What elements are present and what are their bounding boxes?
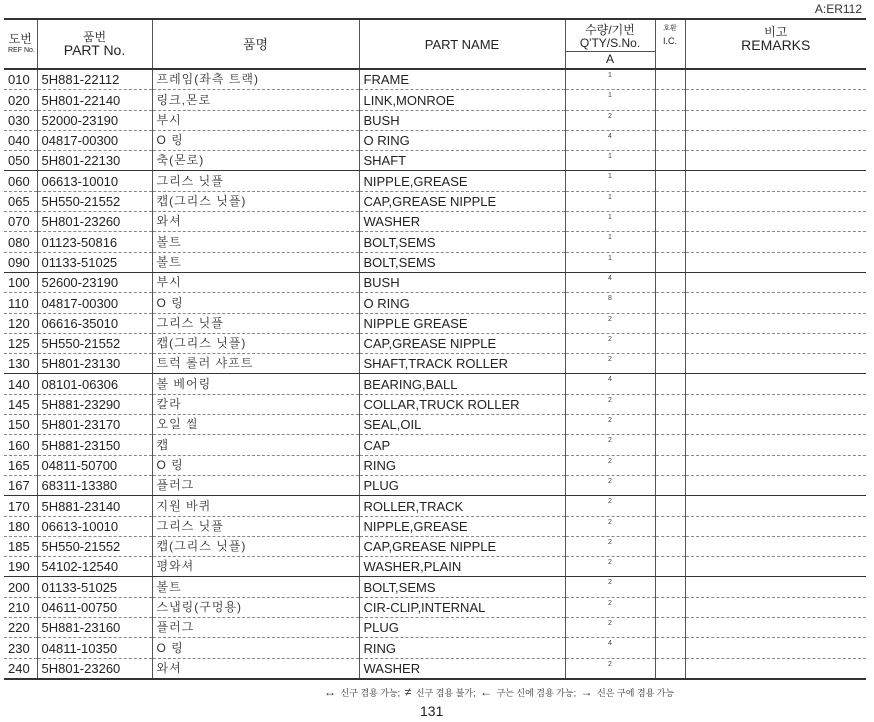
part-no-cell: 5H881-23290 — [37, 394, 152, 414]
ic-cell — [655, 638, 685, 658]
table-row — [4, 577, 866, 597]
remarks-cell — [685, 374, 866, 394]
ic-cell — [655, 374, 685, 394]
table-row — [4, 90, 866, 110]
ic-cell — [655, 557, 685, 577]
table-row — [4, 191, 866, 211]
ic-cell — [655, 130, 685, 150]
table-row — [4, 110, 866, 130]
part-no-cell: 5H881-23160 — [37, 618, 152, 638]
qty-cell: 2 — [565, 536, 655, 556]
ic-cell — [655, 618, 685, 638]
remarks-cell — [685, 313, 866, 333]
part-no-cell: 54102-12540 — [37, 557, 152, 577]
korean-name-cell: 프레임(좌측 트랙) — [152, 69, 359, 90]
ic-cell — [655, 658, 685, 679]
qty-cell: 8 — [565, 293, 655, 313]
table-row — [4, 638, 866, 658]
ic-cell — [655, 354, 685, 374]
qty-cell: 2 — [565, 577, 655, 597]
remarks-cell — [685, 191, 866, 211]
remarks-cell — [685, 232, 866, 252]
ref-cell: 140 — [4, 374, 37, 394]
ref-cell: 020 — [4, 90, 37, 110]
table-row — [4, 557, 866, 577]
qty-cell: 2 — [565, 618, 655, 638]
ref-cell: 190 — [4, 557, 37, 577]
qty-cell: 2 — [565, 658, 655, 679]
part-no-cell: 5H881-23140 — [37, 496, 152, 516]
part-name-cell: FRAME — [359, 69, 565, 90]
qty-cell: 2 — [565, 435, 655, 455]
part-no-cell: 5H801-22140 — [37, 90, 152, 110]
qty-cell: 1 — [565, 212, 655, 232]
table-row — [4, 455, 866, 475]
ref-cell: 120 — [4, 313, 37, 333]
part-no-cell: 04817-00300 — [37, 293, 152, 313]
qty-cell: 4 — [565, 130, 655, 150]
part-name-cell: BOLT,SEMS — [359, 252, 565, 272]
part-no-cell: 5H801-23260 — [37, 212, 152, 232]
part-name-cell: BUSH — [359, 110, 565, 130]
remarks-cell — [685, 577, 866, 597]
part-name-cell: WASHER — [359, 658, 565, 679]
korean-name-cell: O 링 — [152, 455, 359, 475]
part-name-cell: CAP,GREASE NIPPLE — [359, 536, 565, 556]
part-name-cell: O RING — [359, 130, 565, 150]
part-name-cell: WASHER,PLAIN — [359, 557, 565, 577]
parts-table — [4, 18, 866, 680]
ic-cell — [655, 577, 685, 597]
table-row — [4, 69, 866, 90]
part-name-cell: NIPPLE,GREASE — [359, 171, 565, 191]
ic-cell — [655, 151, 685, 171]
part-no-header: 품번 PART No. — [37, 19, 152, 69]
ref-cell: 130 — [4, 354, 37, 374]
qty-cell: 4 — [565, 374, 655, 394]
ref-cell: 125 — [4, 333, 37, 353]
part-name-cell: BOLT,SEMS — [359, 232, 565, 252]
part-name-cell: NIPPLE,GREASE — [359, 516, 565, 536]
qty-cell: 2 — [565, 516, 655, 536]
ref-cell: 070 — [4, 212, 37, 232]
table-row — [4, 475, 866, 495]
korean-name-cell: 볼 베어링 — [152, 374, 359, 394]
qty-cell: 2 — [565, 597, 655, 617]
compatibility-legend — [322, 685, 674, 699]
ic-cell — [655, 212, 685, 232]
ref-cell: 167 — [4, 475, 37, 495]
part-name-header: PART NAME — [359, 19, 565, 69]
ic-cell — [655, 171, 685, 191]
korean-name-cell: 축(몬로) — [152, 151, 359, 171]
remarks-cell — [685, 151, 866, 171]
qty-cell: 2 — [565, 313, 655, 333]
part-name-cell: CAP — [359, 435, 565, 455]
ref-cell: 220 — [4, 618, 37, 638]
part-no-cell: 04811-10350 — [37, 638, 152, 658]
remarks-cell — [685, 516, 866, 536]
table-row — [4, 516, 866, 536]
ref-cell: 050 — [4, 151, 37, 171]
ref-cell: 090 — [4, 252, 37, 272]
part-name-cell: PLUG — [359, 618, 565, 638]
remarks-cell — [685, 354, 866, 374]
right-arrow-icon: → — [580, 685, 593, 699]
korean-name-cell: O 링 — [152, 130, 359, 150]
ref-cell: 030 — [4, 110, 37, 130]
remarks-cell — [685, 110, 866, 130]
qty-cell: 1 — [565, 252, 655, 272]
korean-name-cell: 그리스 닛플 — [152, 313, 359, 333]
ic-cell — [655, 252, 685, 272]
korean-name-cell: 그리스 닛플 — [152, 171, 359, 191]
part-name-cell: NIPPLE GREASE — [359, 313, 565, 333]
ic-cell — [655, 191, 685, 211]
ic-header: 호환 I.C. — [655, 19, 685, 69]
ic-cell — [655, 597, 685, 617]
table-header — [4, 19, 866, 69]
ref-cell: 060 — [4, 171, 37, 191]
table-row — [4, 597, 866, 617]
korean-name-cell: 부시 — [152, 110, 359, 130]
part-name-cell: SHAFT,TRACK ROLLER — [359, 354, 565, 374]
ic-cell — [655, 232, 685, 252]
remarks-cell — [685, 90, 866, 110]
table-row — [4, 171, 866, 191]
table-row — [4, 252, 866, 272]
korean-name-cell: 캡 — [152, 435, 359, 455]
korean-name-cell: 플러그 — [152, 475, 359, 495]
ic-cell — [655, 455, 685, 475]
ref-cell: 240 — [4, 658, 37, 679]
part-no-cell: 5H881-22112 — [37, 69, 152, 90]
ref-cell: 110 — [4, 293, 37, 313]
ic-cell — [655, 293, 685, 313]
part-name-cell: LINK,MONROE — [359, 90, 565, 110]
remarks-cell — [685, 293, 866, 313]
remarks-cell — [685, 638, 866, 658]
qty-cell: 2 — [565, 394, 655, 414]
table-row — [4, 618, 866, 638]
ic-cell — [655, 435, 685, 455]
korean-name-cell: 오일 씰 — [152, 415, 359, 435]
table-row — [4, 212, 866, 232]
part-no-cell: 01123-50816 — [37, 232, 152, 252]
part-no-cell: 04817-00300 — [37, 130, 152, 150]
legend-text: 신구 겸용 불가; — [415, 688, 476, 698]
remarks-cell — [685, 272, 866, 292]
qty-cell: 1 — [565, 69, 655, 90]
korean-name-cell: O 링 — [152, 638, 359, 658]
qty-cell: 2 — [565, 557, 655, 577]
part-name-cell: BOLT,SEMS — [359, 577, 565, 597]
part-no-cell: 68311-13380 — [37, 475, 152, 495]
ref-cell: 040 — [4, 130, 37, 150]
ic-cell — [655, 313, 685, 333]
korean-name-cell: O 링 — [152, 293, 359, 313]
remarks-cell — [685, 212, 866, 232]
korean-name-cell: 와셔 — [152, 212, 359, 232]
ref-cell: 200 — [4, 577, 37, 597]
ref-cell: 230 — [4, 638, 37, 658]
qty-cell: 1 — [565, 151, 655, 171]
part-name-cell: CAP,GREASE NIPPLE — [359, 191, 565, 211]
ic-cell — [655, 90, 685, 110]
remarks-cell — [685, 496, 866, 516]
table-row — [4, 272, 866, 292]
qty-cell: 2 — [565, 455, 655, 475]
part-no-cell: 5H550-21552 — [37, 536, 152, 556]
part-no-cell: 04811-50700 — [37, 455, 152, 475]
remarks-cell — [685, 475, 866, 495]
remarks-cell — [685, 394, 866, 414]
table-row — [4, 313, 866, 333]
korean-name-cell: 그리스 닛플 — [152, 516, 359, 536]
qty-cell: 4 — [565, 638, 655, 658]
legend-text: 신구 겸용 가능; — [340, 688, 401, 698]
part-name-cell: CIR-CLIP,INTERNAL — [359, 597, 565, 617]
part-name-cell: SHAFT — [359, 151, 565, 171]
part-no-cell: 08101-06306 — [37, 374, 152, 394]
not-equal-icon: ≠ — [404, 685, 412, 699]
document-code: A:ER112 — [814, 2, 862, 16]
part-no-cell: 06616-35010 — [37, 313, 152, 333]
remarks-cell — [685, 455, 866, 475]
ref-cell: 165 — [4, 455, 37, 475]
part-no-cell: 01133-51025 — [37, 252, 152, 272]
remarks-cell — [685, 557, 866, 577]
part-name-cell: COLLAR,TRUCK ROLLER — [359, 394, 565, 414]
part-no-cell: 5H550-21552 — [37, 191, 152, 211]
ref-cell: 010 — [4, 69, 37, 90]
remarks-cell — [685, 333, 866, 353]
part-no-cell: 5H881-23150 — [37, 435, 152, 455]
ref-cell: 160 — [4, 435, 37, 455]
table-row — [4, 496, 866, 516]
table-row — [4, 333, 866, 353]
qty-cell: 1 — [565, 171, 655, 191]
qty-cell: 4 — [565, 272, 655, 292]
part-no-cell: 04611-00750 — [37, 597, 152, 617]
korean-name-cell: 볼트 — [152, 577, 359, 597]
remarks-cell — [685, 536, 866, 556]
qty-cell: 1 — [565, 232, 655, 252]
qty-cell: 2 — [565, 333, 655, 353]
part-name-cell: WASHER — [359, 212, 565, 232]
bidirectional-arrow-icon: ↔ — [324, 685, 336, 699]
qty-cell: 2 — [565, 354, 655, 374]
part-no-cell: 06613-10010 — [37, 171, 152, 191]
ref-cell: 080 — [4, 232, 37, 252]
part-no-cell: 06613-10010 — [37, 516, 152, 536]
ic-cell — [655, 496, 685, 516]
korean-name-cell: 평와셔 — [152, 557, 359, 577]
table-row — [4, 232, 866, 252]
part-no-cell: 52600-23190 — [37, 272, 152, 292]
remarks-cell — [685, 130, 866, 150]
remarks-cell — [685, 597, 866, 617]
remarks-cell — [685, 618, 866, 638]
table-row — [4, 536, 866, 556]
ref-cell: 145 — [4, 394, 37, 414]
korean-name-cell: 트럭 롤러 샤프트 — [152, 354, 359, 374]
korean-name-cell: 볼트 — [152, 232, 359, 252]
ref-cell: 170 — [4, 496, 37, 516]
qty-cell: 2 — [565, 496, 655, 516]
ic-cell — [655, 415, 685, 435]
table-row — [4, 151, 866, 171]
korean-name-cell: 플러그 — [152, 618, 359, 638]
ref-cell: 150 — [4, 415, 37, 435]
table-row — [4, 415, 866, 435]
korean-name-cell: 캡(그리스 닛플) — [152, 333, 359, 353]
ic-cell — [655, 272, 685, 292]
ref-cell: 180 — [4, 516, 37, 536]
ic-cell — [655, 516, 685, 536]
part-no-cell: 5H801-23260 — [37, 658, 152, 679]
part-name-cell: ROLLER,TRACK — [359, 496, 565, 516]
remarks-cell — [685, 415, 866, 435]
ic-cell — [655, 536, 685, 556]
table-row — [4, 354, 866, 374]
qty-header: 수량/기번 Q'TY/S.No. A — [565, 19, 655, 69]
table-row — [4, 374, 866, 394]
table-row — [4, 293, 866, 313]
qty-cell: 2 — [565, 415, 655, 435]
part-name-cell: RING — [359, 638, 565, 658]
korean-name-cell: 스냅링(구멍용) — [152, 597, 359, 617]
remarks-cell — [685, 435, 866, 455]
part-name-cell: BEARING,BALL — [359, 374, 565, 394]
remarks-cell — [685, 171, 866, 191]
part-no-cell: 52000-23190 — [37, 110, 152, 130]
korean-name-cell: 부시 — [152, 272, 359, 292]
part-no-cell: 5H801-23170 — [37, 415, 152, 435]
korean-name-cell: 링크,몬로 — [152, 90, 359, 110]
part-name-cell: RING — [359, 455, 565, 475]
part-no-cell: 01133-51025 — [37, 577, 152, 597]
korean-name-cell: 볼트 — [152, 252, 359, 272]
ic-cell — [655, 110, 685, 130]
remarks-cell — [685, 658, 866, 679]
table-row — [4, 130, 866, 150]
qty-cell: 1 — [565, 90, 655, 110]
ref-cell: 100 — [4, 272, 37, 292]
ic-cell — [655, 394, 685, 414]
legend-text: 신은 구에 겸용 가능 — [597, 688, 675, 698]
remarks-cell — [685, 69, 866, 90]
left-arrow-icon: ← — [480, 685, 492, 699]
korean-name-cell: 칼라 — [152, 394, 359, 414]
ref-cell: 210 — [4, 597, 37, 617]
part-name-cell: CAP,GREASE NIPPLE — [359, 333, 565, 353]
part-no-cell: 5H801-22130 — [37, 151, 152, 171]
korean-name-cell: 지원 바퀴 — [152, 496, 359, 516]
korean-name-header: 품명 — [152, 19, 359, 69]
page-number: 131 — [420, 703, 444, 719]
part-name-cell: SEAL,OIL — [359, 415, 565, 435]
korean-name-cell: 캡(그리스 닛플) — [152, 536, 359, 556]
part-name-cell: O RING — [359, 293, 565, 313]
legend-text: 구는 신에 겸용 가능; — [496, 688, 577, 698]
ref-header: 도번 REF No. — [4, 19, 37, 69]
korean-name-cell: 와셔 — [152, 658, 359, 679]
qty-cell: 1 — [565, 191, 655, 211]
ic-cell — [655, 69, 685, 90]
part-no-cell: 5H801-23130 — [37, 354, 152, 374]
ic-cell — [655, 333, 685, 353]
part-no-cell: 5H550-21552 — [37, 333, 152, 353]
part-name-cell: PLUG — [359, 475, 565, 495]
qty-cell: 2 — [565, 110, 655, 130]
remarks-header: 비고 REMARKS — [685, 19, 866, 69]
remarks-cell — [685, 252, 866, 272]
korean-name-cell: 캡(그리스 닛플) — [152, 191, 359, 211]
table-row — [4, 435, 866, 455]
ref-cell: 065 — [4, 191, 37, 211]
ref-cell: 185 — [4, 536, 37, 556]
table-row — [4, 658, 866, 679]
table-row — [4, 394, 866, 414]
ic-cell — [655, 475, 685, 495]
part-name-cell: BUSH — [359, 272, 565, 292]
qty-cell: 2 — [565, 475, 655, 495]
